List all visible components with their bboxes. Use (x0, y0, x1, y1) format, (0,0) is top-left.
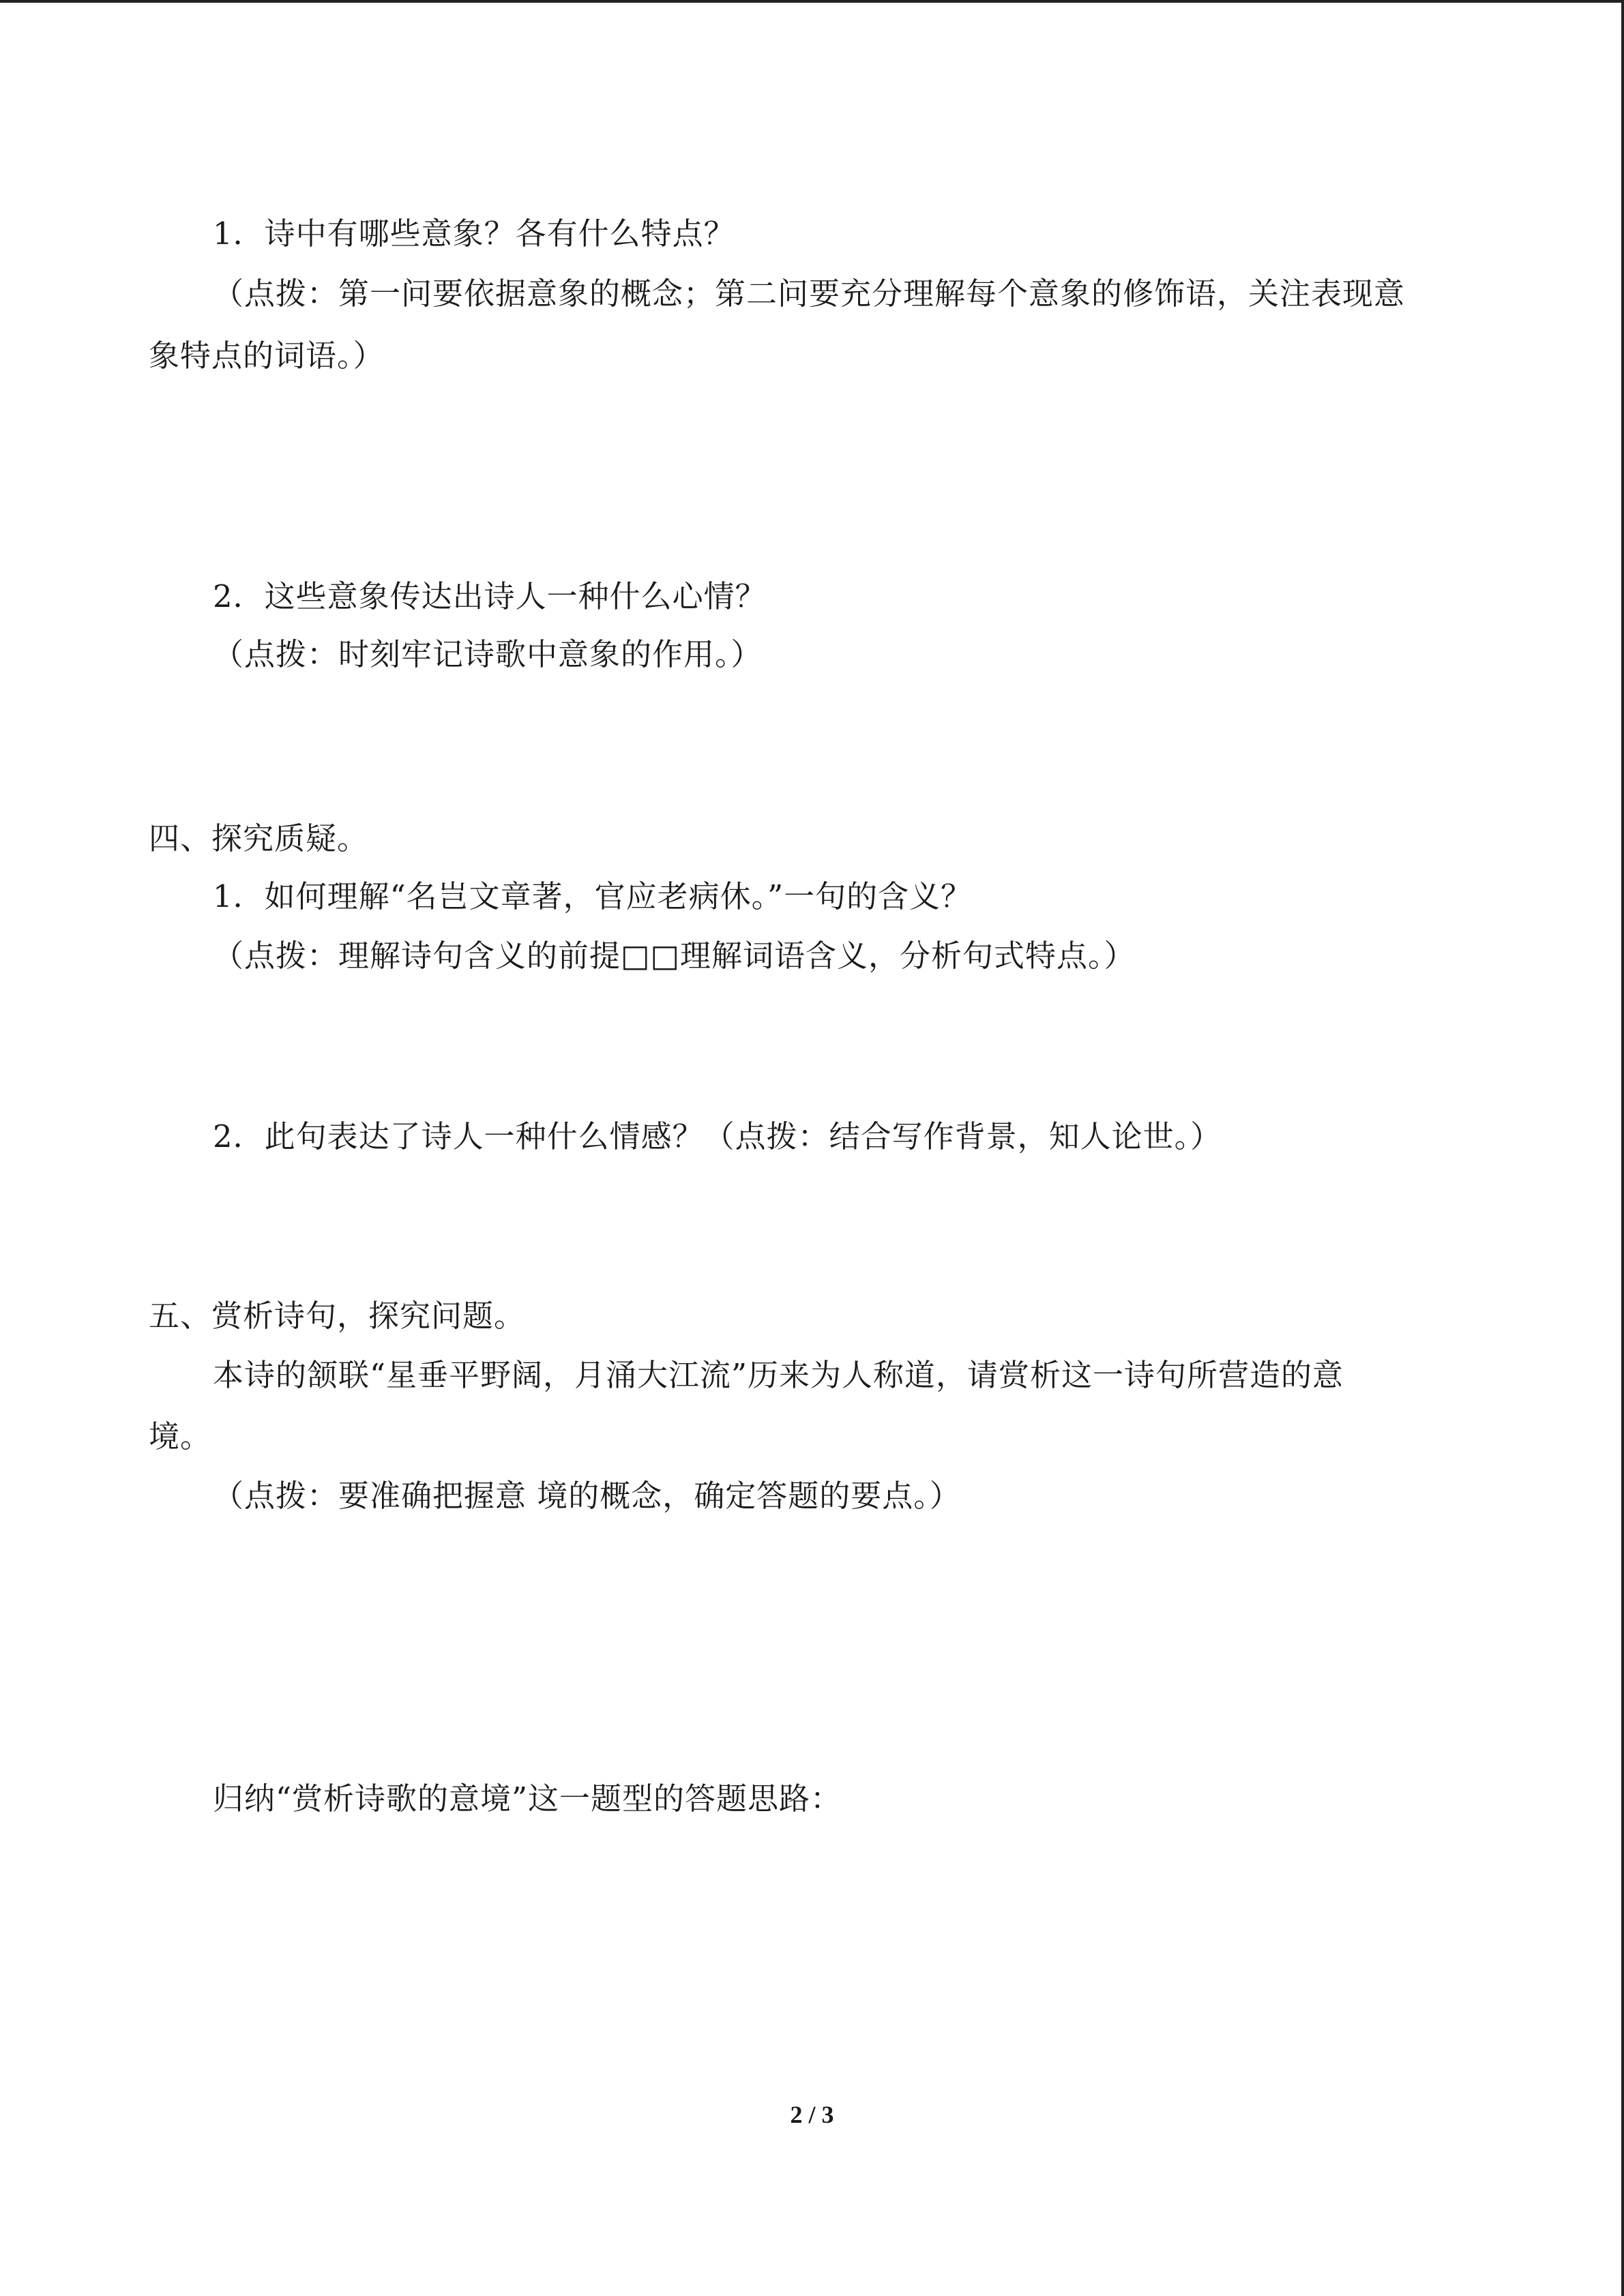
question-2: 2．这些意象传达出诗人一种什么心情？ (213, 578, 767, 614)
page-top-border (0, 0, 1624, 3)
hint-1-line-2: 象特点的词语。） (149, 338, 385, 374)
hint-1-line-1: （点拨：第一问要依据意象的概念；第二问要充分理解每个意象的修饰语，关注表现意 (213, 275, 1406, 312)
section-5-body-line-1: 本诗的颔联“星垂平野阔，月涌大江流”历来为人称道，请赏析这一诗句所营造的意 (213, 1357, 1344, 1393)
section-4-question-2: 2．此句表达了诗人一种什么情感？（点拨：结合写作背景，知人论世。） (213, 1118, 1222, 1154)
question-1: 1．诗中有哪些意象？各有什么特点？ (213, 215, 735, 252)
page-right-border (1621, 0, 1624, 2296)
section-5-body-line-2: 境。 (149, 1418, 212, 1455)
section-5-hint: （点拨：要准确把握意 境的概念，确定答题的要点。） (213, 1478, 961, 1514)
section-4-heading: 四、探究质疑。 (149, 820, 369, 856)
section-5-heading: 五、赏析诗句，探究问题。 (149, 1298, 526, 1334)
section-4-hint-1: （点拨：理解诗句含义的前提□□理解词语含义，分析句式特点。） (213, 938, 1136, 974)
section-4-question-1: 1．如何理解“名岂文章著，官应老病休。”一句的含义？ (213, 878, 973, 914)
hint-2: （点拨：时刻牢记诗歌中意象的作用。） (213, 636, 763, 672)
section-5-summary: 归纳“赏析诗歌的意境”这一题型的答题思路： (213, 1780, 842, 1817)
page-number: 2 / 3 (790, 2101, 834, 2128)
